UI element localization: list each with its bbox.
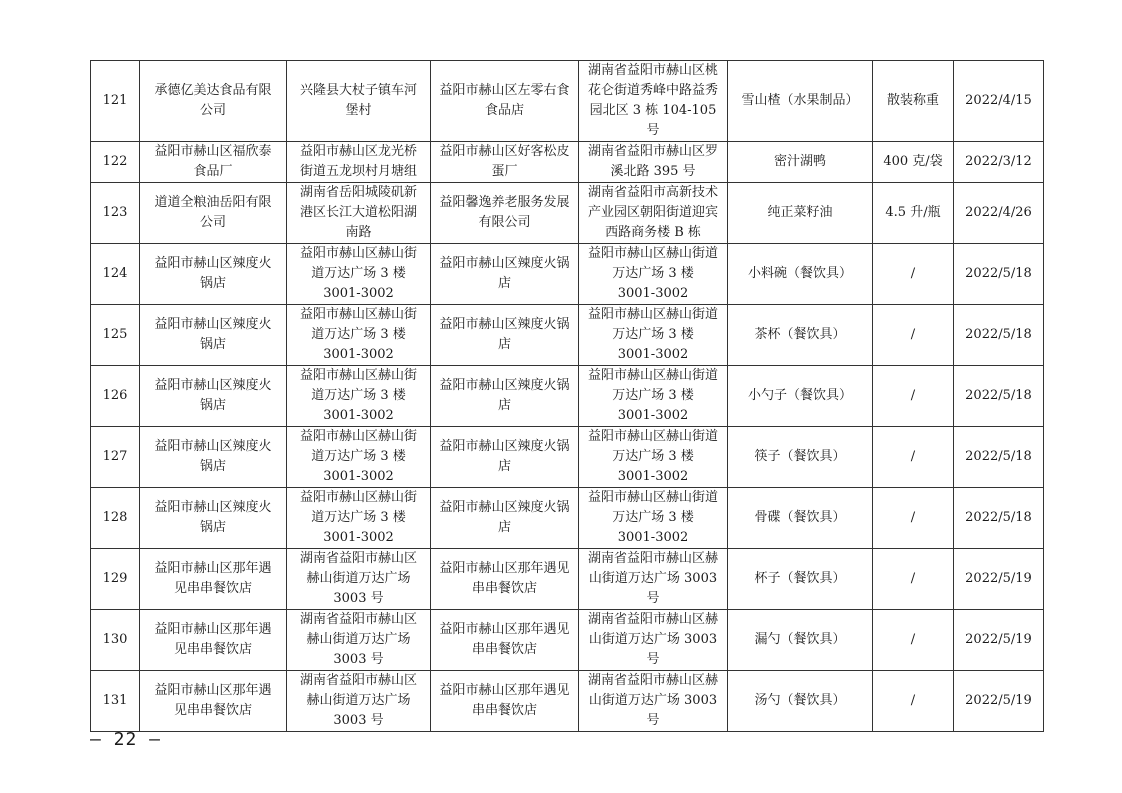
production-date-cell: 2022/5/19 xyxy=(954,671,1044,732)
table-row xyxy=(91,305,1044,366)
table-row xyxy=(91,488,1044,549)
producer-name-cell: 益阳市赫山区辣度火 锅店 xyxy=(140,244,287,305)
producer-name-cell: 承德亿美达食品有限 公司 xyxy=(140,61,287,142)
product-name-cell: 骨碟（餐饮具） xyxy=(728,488,873,549)
producer-name-cell: 益阳市赫山区辣度火 锅店 xyxy=(140,488,287,549)
seller-address-cell: 益阳市赫山区赫山街道 万达广场 3 楼 3001-3002 xyxy=(579,366,728,427)
seller-name-cell: 益阳市赫山区好客松皮 蛋厂 xyxy=(431,142,579,183)
table-row xyxy=(91,427,1044,488)
seller-address-cell: 益阳市赫山区赫山街道 万达广场 3 楼 3001-3002 xyxy=(579,305,728,366)
seller-name-cell: 益阳馨逸养老服务发展 有限公司 xyxy=(431,183,579,244)
production-date-cell: 2022/3/12 xyxy=(954,142,1044,183)
table-body xyxy=(91,61,1044,732)
table-row xyxy=(91,366,1044,427)
production-date-cell: 2022/5/19 xyxy=(954,610,1044,671)
row-number-cell: 131 xyxy=(91,671,140,732)
page-number: – 22 – xyxy=(90,729,162,750)
seller-address-cell: 湖南省益阳市赫山区赫 山街道万达广场 3003 号 xyxy=(579,549,728,610)
producer-address-cell: 益阳市赫山区赫山街 道万达广场 3 楼 3001-3002 xyxy=(287,305,431,366)
row-number-cell: 122 xyxy=(91,142,140,183)
production-date-cell: 2022/4/26 xyxy=(954,183,1044,244)
production-date-cell: 2022/4/15 xyxy=(954,61,1044,142)
row-number-cell: 124 xyxy=(91,244,140,305)
seller-name-cell: 益阳市赫山区那年遇见 串串餐饮店 xyxy=(431,549,579,610)
seller-address-cell: 益阳市赫山区赫山街道 万达广场 3 楼 3001-3002 xyxy=(579,244,728,305)
production-date-cell: 2022/5/19 xyxy=(954,549,1044,610)
producer-name-cell: 益阳市赫山区福欣泰 食品厂 xyxy=(140,142,287,183)
specification-cell: / xyxy=(873,305,954,366)
seller-name-cell: 益阳市赫山区辣度火锅 店 xyxy=(431,366,579,427)
specification-cell: / xyxy=(873,488,954,549)
product-name-cell: 漏勺（餐饮具） xyxy=(728,610,873,671)
producer-address-cell: 湖南省益阳市赫山区 赫山街道万达广场 3003 号 xyxy=(287,671,431,732)
row-number-cell: 123 xyxy=(91,183,140,244)
producer-name-cell: 益阳市赫山区辣度火 锅店 xyxy=(140,305,287,366)
row-number-cell: 121 xyxy=(91,61,140,142)
producer-name-cell: 益阳市赫山区那年遇 见串串餐饮店 xyxy=(140,610,287,671)
specification-cell: 400 克/袋 xyxy=(873,142,954,183)
production-date-cell: 2022/5/18 xyxy=(954,427,1044,488)
product-name-cell: 密汁湖鸭 xyxy=(728,142,873,183)
product-name-cell: 雪山楂（水果制品） xyxy=(728,61,873,142)
table-row xyxy=(91,244,1044,305)
product-name-cell: 杯子（餐饮具） xyxy=(728,549,873,610)
specification-cell: / xyxy=(873,244,954,305)
seller-address-cell: 湖南省益阳市赫山区桃 花仑街道秀峰中路益秀 园北区 3 栋 104-105 号 xyxy=(579,61,728,142)
seller-name-cell: 益阳市赫山区辣度火锅 店 xyxy=(431,244,579,305)
seller-address-cell: 湖南省益阳市赫山区罗 溪北路 395 号 xyxy=(579,142,728,183)
seller-name-cell: 益阳市赫山区那年遇见 串串餐饮店 xyxy=(431,671,579,732)
seller-name-cell: 益阳市赫山区那年遇见 串串餐饮店 xyxy=(431,610,579,671)
row-number-cell: 126 xyxy=(91,366,140,427)
table-row xyxy=(91,549,1044,610)
seller-address-cell: 湖南省益阳市赫山区赫 山街道万达广场 3003 号 xyxy=(579,671,728,732)
product-name-cell: 汤勺（餐饮具） xyxy=(728,671,873,732)
producer-name-cell: 益阳市赫山区那年遇 见串串餐饮店 xyxy=(140,671,287,732)
specification-cell: / xyxy=(873,549,954,610)
row-number-cell: 125 xyxy=(91,305,140,366)
seller-name-cell: 益阳市赫山区辣度火锅 店 xyxy=(431,305,579,366)
seller-name-cell: 益阳市赫山区辣度火锅 店 xyxy=(431,488,579,549)
seller-address-cell: 湖南省益阳市赫山区赫 山街道万达广场 3003 号 xyxy=(579,610,728,671)
seller-address-cell: 益阳市赫山区赫山街道 万达广场 3 楼 3001-3002 xyxy=(579,427,728,488)
specification-cell: / xyxy=(873,610,954,671)
table-row xyxy=(91,183,1044,244)
producer-name-cell: 益阳市赫山区辣度火 锅店 xyxy=(140,427,287,488)
product-name-cell: 小料碗（餐饮具） xyxy=(728,244,873,305)
producer-name-cell: 道道全粮油岳阳有限 公司 xyxy=(140,183,287,244)
table-row xyxy=(91,610,1044,671)
seller-address-cell: 湖南省益阳市高新技术 产业园区朝阳街道迎宾 西路商务楼 B 栋 xyxy=(579,183,728,244)
product-name-cell: 纯正菜籽油 xyxy=(728,183,873,244)
production-date-cell: 2022/5/18 xyxy=(954,488,1044,549)
table-row xyxy=(91,142,1044,183)
producer-address-cell: 益阳市赫山区赫山街 道万达广场 3 楼 3001-3002 xyxy=(287,488,431,549)
product-name-cell: 小勺子（餐饮具） xyxy=(728,366,873,427)
production-date-cell: 2022/5/18 xyxy=(954,305,1044,366)
producer-address-cell: 益阳市赫山区赫山街 道万达广场 3 楼 3001-3002 xyxy=(287,427,431,488)
producer-name-cell: 益阳市赫山区那年遇 见串串餐饮店 xyxy=(140,549,287,610)
row-number-cell: 130 xyxy=(91,610,140,671)
product-name-cell: 筷子（餐饮具） xyxy=(728,427,873,488)
producer-address-cell: 益阳市赫山区赫山街 道万达广场 3 楼 3001-3002 xyxy=(287,244,431,305)
specification-cell: / xyxy=(873,427,954,488)
producer-address-cell: 益阳市赫山区赫山街 道万达广场 3 楼 3001-3002 xyxy=(287,366,431,427)
producer-address-cell: 湖南省岳阳城陵矶新 港区长江大道松阳湖 南路 xyxy=(287,183,431,244)
producer-address-cell: 兴隆县大杖子镇车河 堡村 xyxy=(287,61,431,142)
producer-address-cell: 益阳市赫山区龙光桥 街道五龙坝村月塘组 xyxy=(287,142,431,183)
specification-cell: / xyxy=(873,366,954,427)
seller-name-cell: 益阳市赫山区辣度火锅 店 xyxy=(431,427,579,488)
producer-name-cell: 益阳市赫山区辣度火 锅店 xyxy=(140,366,287,427)
producer-address-cell: 湖南省益阳市赫山区 赫山街道万达广场 3003 号 xyxy=(287,610,431,671)
row-number-cell: 128 xyxy=(91,488,140,549)
producer-address-cell: 湖南省益阳市赫山区 赫山街道万达广场 3003 号 xyxy=(287,549,431,610)
specification-cell: / xyxy=(873,671,954,732)
table-row xyxy=(91,671,1044,732)
row-number-cell: 127 xyxy=(91,427,140,488)
production-date-cell: 2022/5/18 xyxy=(954,244,1044,305)
seller-address-cell: 益阳市赫山区赫山街道 万达广场 3 楼 3001-3002 xyxy=(579,488,728,549)
production-date-cell: 2022/5/18 xyxy=(954,366,1044,427)
seller-name-cell: 益阳市赫山区左零右食 食品店 xyxy=(431,61,579,142)
specification-cell: 散装称重 xyxy=(873,61,954,142)
table-row xyxy=(91,61,1044,142)
sampling-results-table xyxy=(90,60,1044,732)
specification-cell: 4.5 升/瓶 xyxy=(873,183,954,244)
row-number-cell: 129 xyxy=(91,549,140,610)
product-name-cell: 茶杯（餐饮具） xyxy=(728,305,873,366)
